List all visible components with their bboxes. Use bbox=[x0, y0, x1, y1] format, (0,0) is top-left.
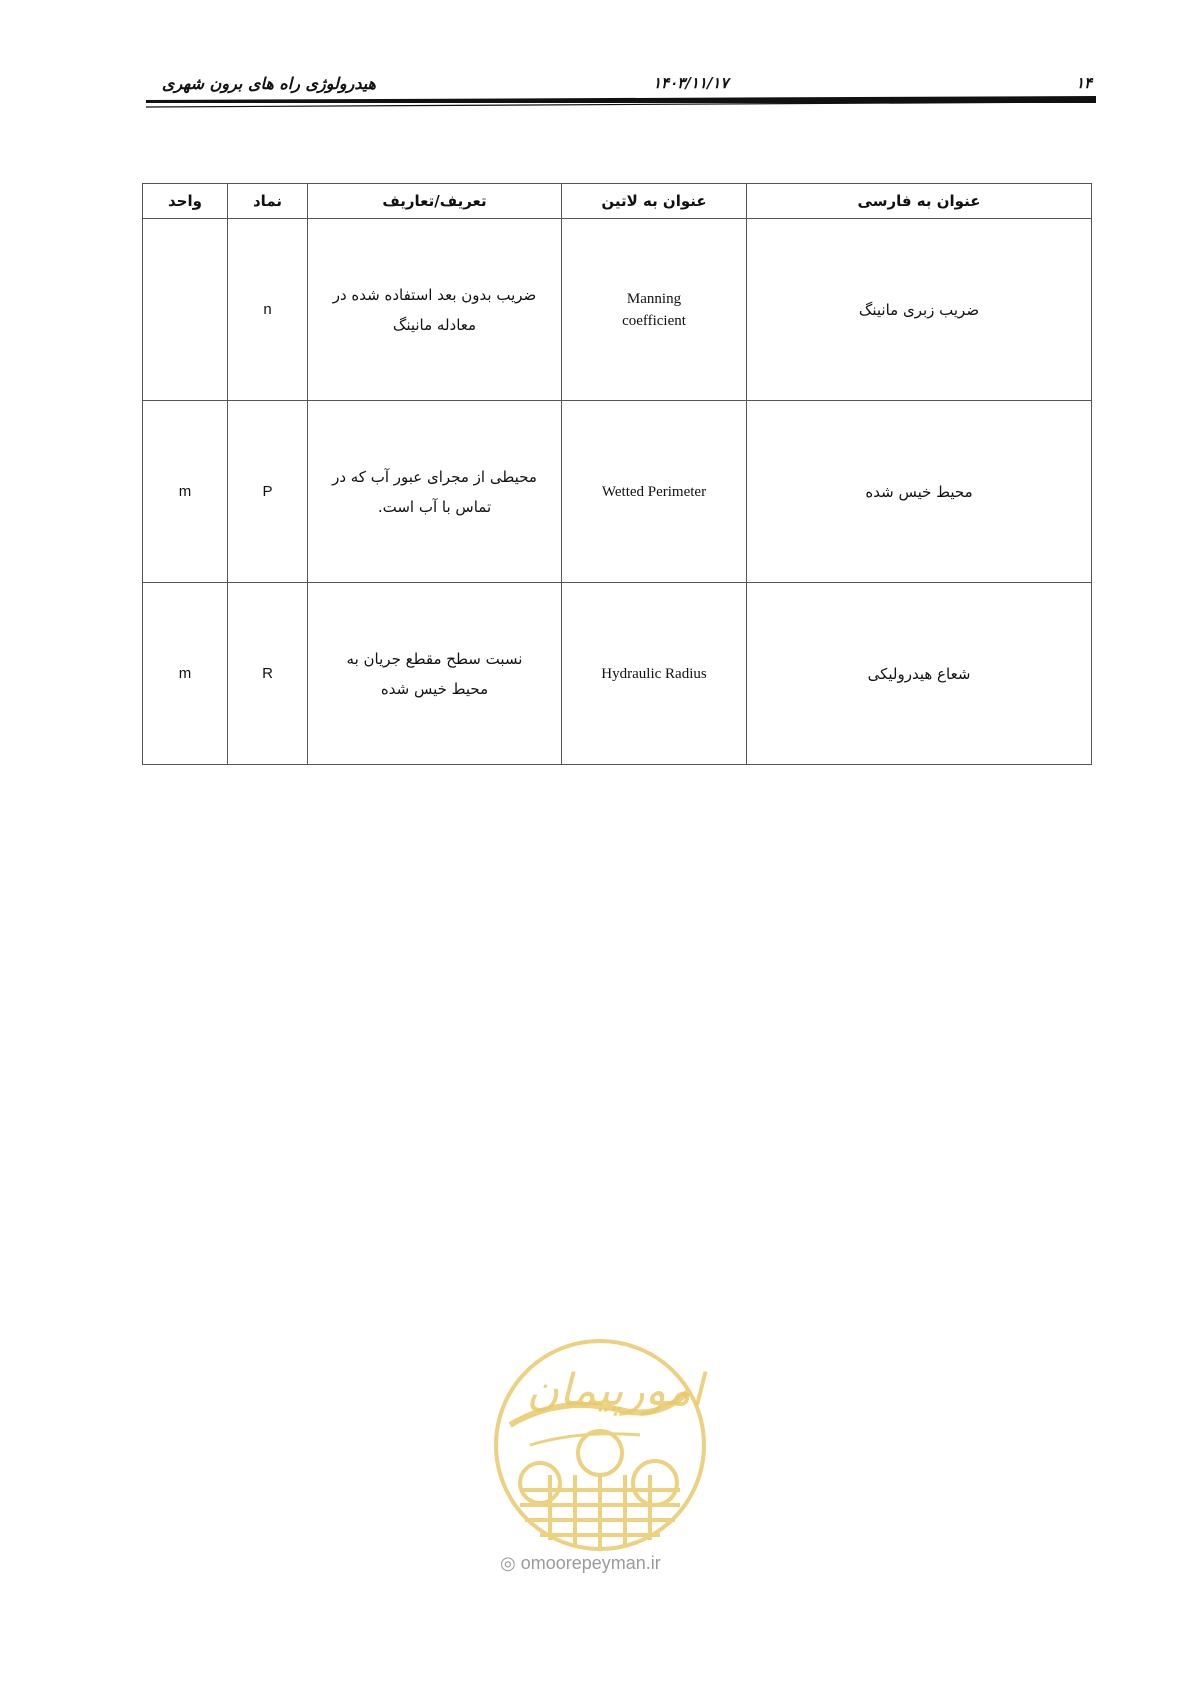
running-title: هیدرولوژی راه های برون شهری bbox=[161, 74, 376, 93]
page-header bbox=[146, 70, 1096, 110]
header-rule bbox=[146, 94, 1096, 110]
header-unit: واحد bbox=[143, 184, 228, 219]
header-symbol: نماد bbox=[228, 184, 308, 219]
table-row bbox=[143, 401, 1092, 583]
cell-definition: نسبت سطح مقطع جریان به محیط خیس شده bbox=[308, 583, 562, 765]
cell-persian-title: ضریب زبری مانینگ bbox=[747, 219, 1092, 401]
glossary-table bbox=[142, 183, 1092, 765]
header-persian-title: عنوان به فارسی bbox=[747, 184, 1092, 219]
cell-persian-title: محیط خیس شده bbox=[747, 401, 1092, 583]
table-row bbox=[143, 583, 1092, 765]
cell-symbol: n bbox=[228, 219, 308, 401]
header-definition: تعریف/تعاریف bbox=[308, 184, 562, 219]
cell-latin-title: Hydraulic Radius bbox=[562, 583, 747, 765]
watermark-logo bbox=[490, 1335, 710, 1559]
cell-unit bbox=[143, 219, 228, 401]
watermark-url bbox=[500, 1553, 661, 1574]
globe-icon: ◎ bbox=[500, 1553, 516, 1573]
cell-persian-title: شعاع هیدرولیکی bbox=[747, 583, 1092, 765]
cell-latin-title: Manning coefficient bbox=[562, 219, 747, 401]
cell-symbol: P bbox=[228, 401, 308, 583]
cell-unit: m bbox=[143, 583, 228, 765]
table-header-row bbox=[143, 184, 1092, 219]
header-latin-title: عنوان به لاتین bbox=[562, 184, 747, 219]
page-number: ۱۴ bbox=[1076, 74, 1093, 92]
watermark-url-text: omoorepeyman.ir bbox=[520, 1553, 661, 1573]
header-date: ۱۴۰۳/۱۱/۱۷ bbox=[653, 74, 729, 92]
table-row bbox=[143, 219, 1092, 401]
cell-unit: m bbox=[143, 401, 228, 583]
cell-definition: محیطی از مجرای عبور آب که در تماس با آب است. bbox=[308, 401, 562, 583]
emblem-icon bbox=[490, 1335, 710, 1555]
watermark-logo-text: امورپیمان bbox=[526, 1365, 704, 1416]
cell-latin-title: Wetted Perimeter bbox=[562, 401, 747, 583]
cell-symbol: R bbox=[228, 583, 308, 765]
cell-definition: ضریب بدون بعد استفاده شده در معادله مانینگ bbox=[308, 219, 562, 401]
